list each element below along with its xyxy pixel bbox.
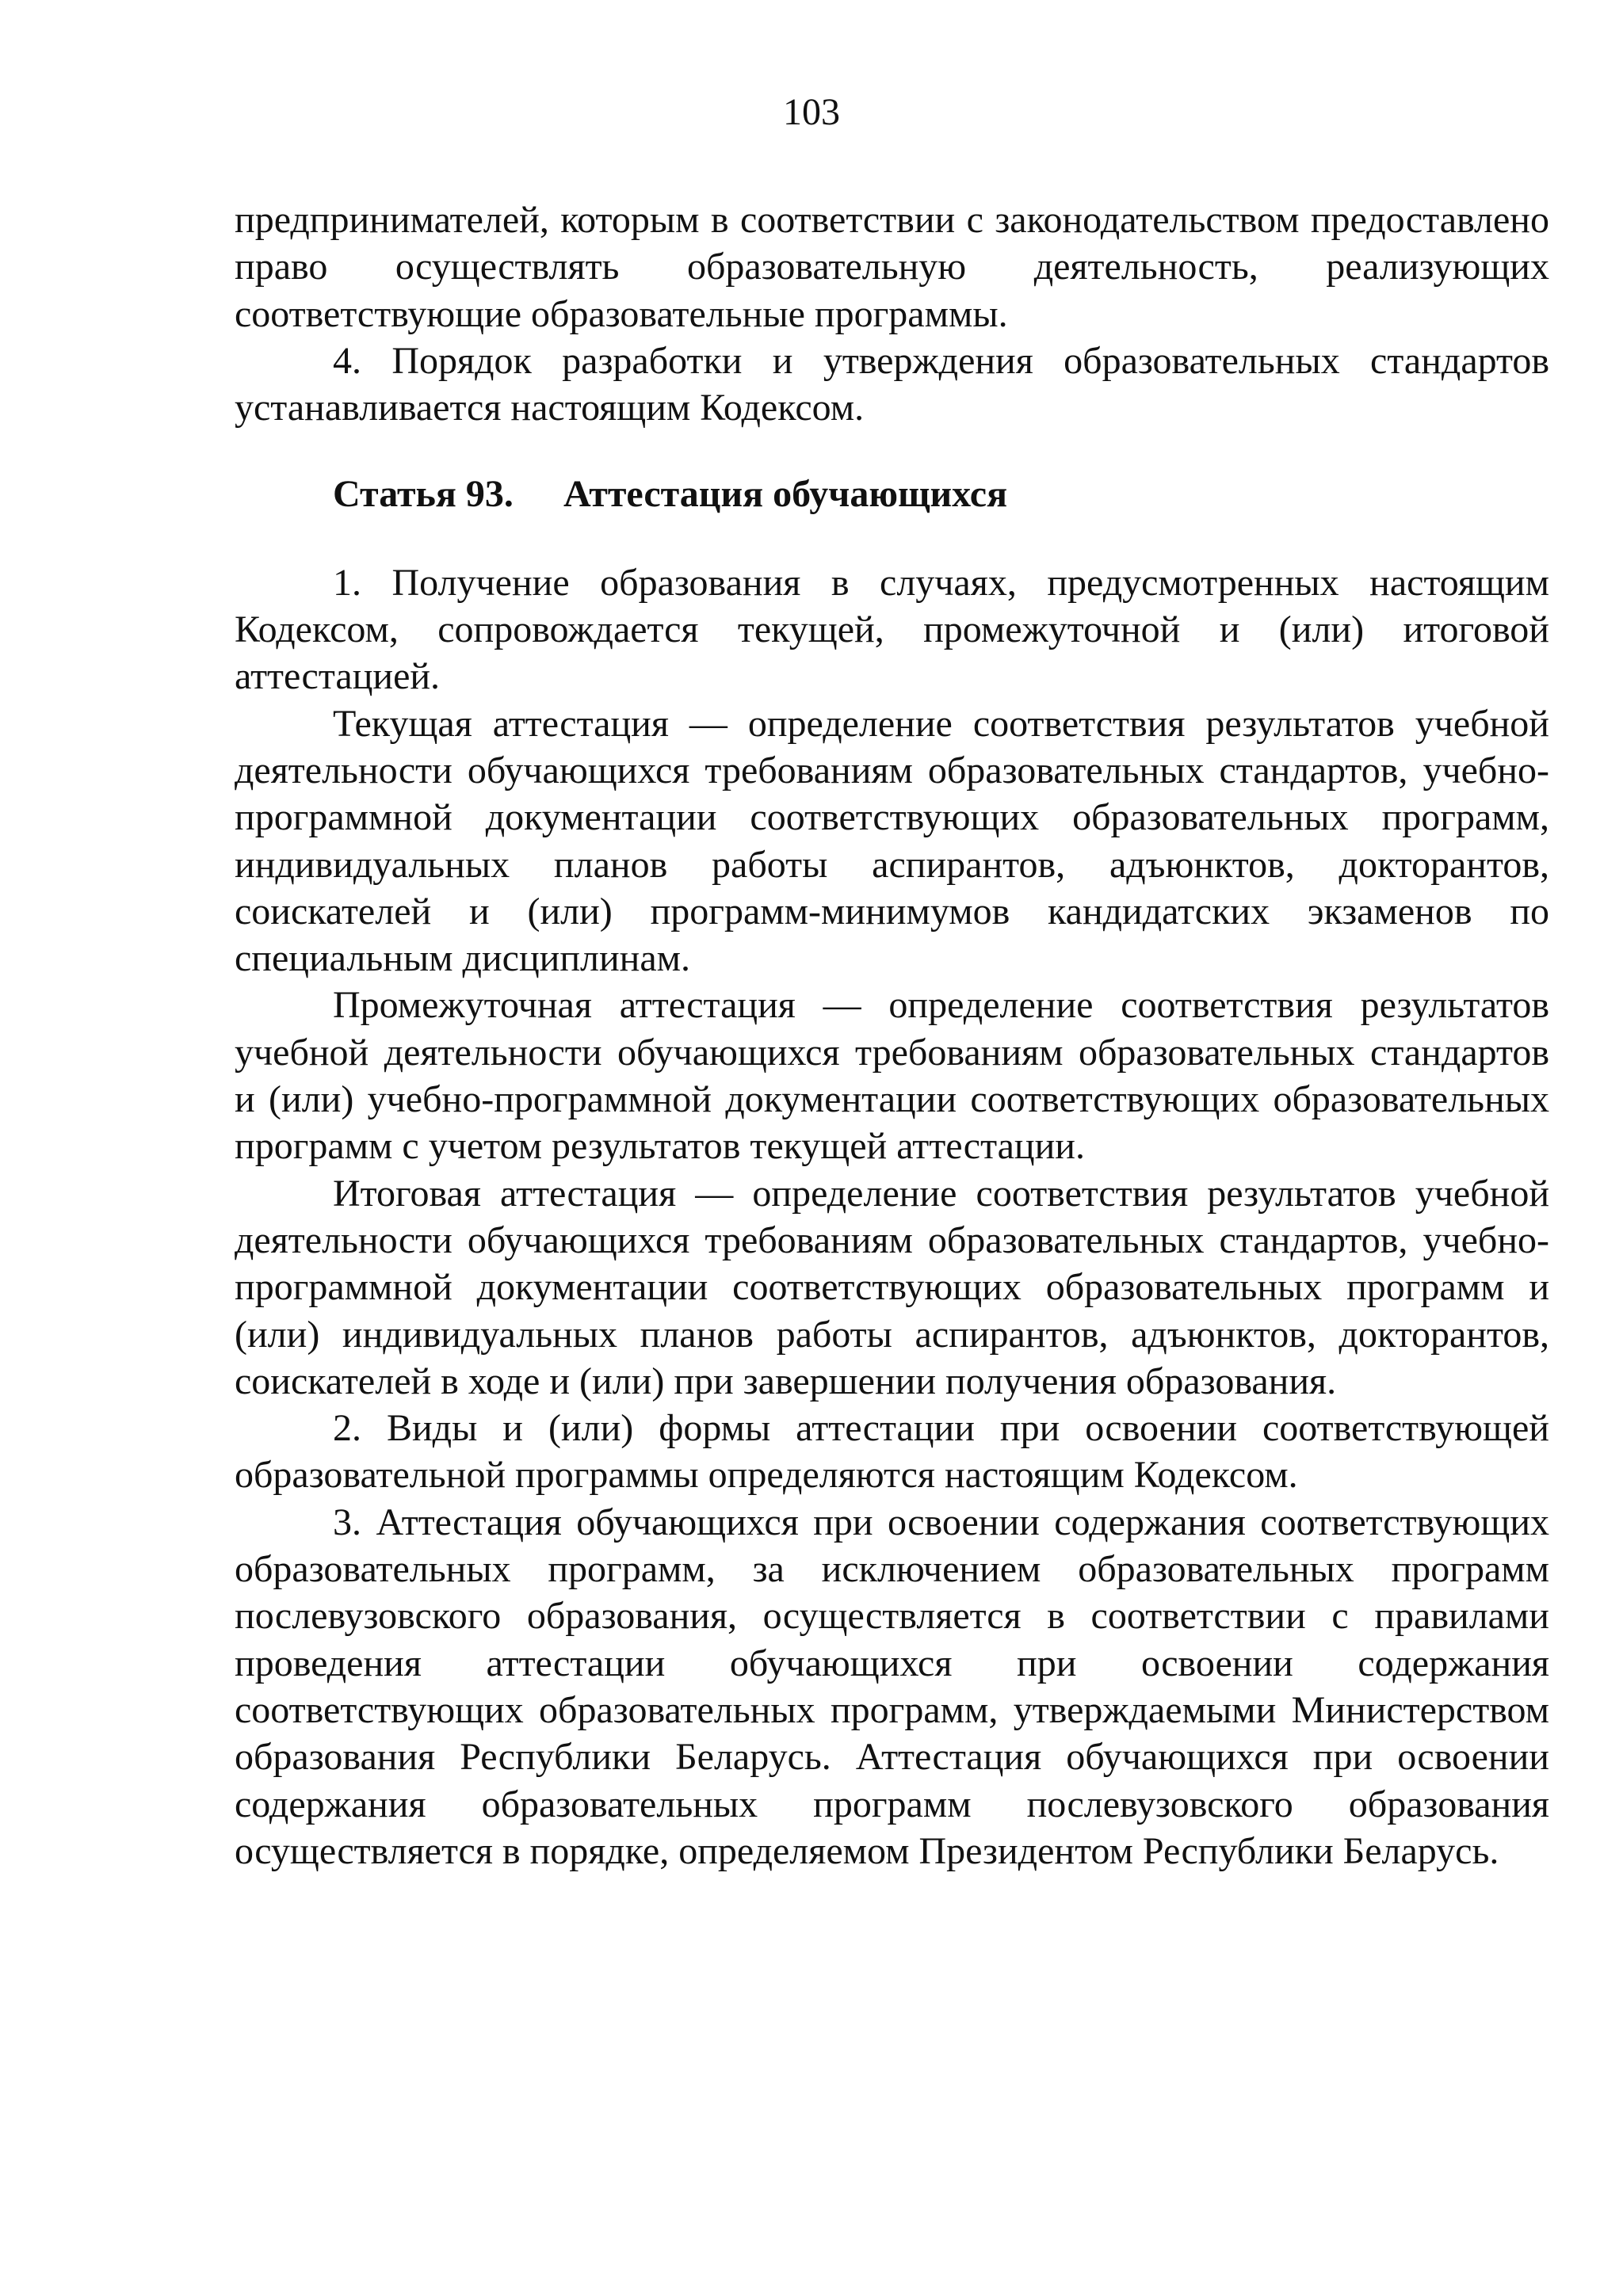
- paragraph-item-3: 3. Аттестация обучающихся при освоении содержания соответствующих образовательных программ, за исключением образовательных программ послевузовского образования, осуществляется в соответствии с правилами проведения аттестации обучающихся при освоении содержания соответствующих образовательных программ, утверждаемыми Министерством образования Республики Беларусь. Аттестация обучающихся при освоении содержания образовательных программ послевузовского образования осуществляется в порядке, определяемом Президентом Республики Беларусь.: [235, 1501, 1549, 1872]
- article-heading: [333, 471, 1549, 517]
- paragraph-intermediate-attestation: Промежуточная аттестация — определение соответствия результатов учебной деятельности обучающихся требованиям образовательных стандартов и (или) учебно-программной документации соответствующих образовательных программ с учетом результатов текущей аттестации.: [235, 984, 1549, 1168]
- article-number: Статья 93.: [333, 473, 514, 516]
- paragraph-continuation: предпринимателей, которым в соответствии с законодательством предоставлено право осуществлять образовательную деятельность, реализующих соответствующие образовательные программы.: [235, 199, 1549, 335]
- paragraph-item-2: 2. Виды и (или) формы аттестации при освоении соответствующей образовательной программы определяются настоящим Кодексом.: [235, 1407, 1549, 1497]
- paragraph-item-4: 4. Порядок разработки и утверждения образовательных стандартов устанавливается настоящим Кодексом.: [235, 339, 1549, 429]
- article-title: Аттестация обучающихся: [563, 473, 1008, 516]
- paragraph-item-1: 1. Получение образования в случаях, предусмотренных настоящим Кодексом, сопровождается текущей, промежуточной и (или) итоговой аттестацией.: [235, 561, 1549, 698]
- page-content: [235, 196, 1549, 1875]
- paragraph-current-attestation: Текущая аттестация — определение соответствия результатов учебной деятельности обучающихся требованиям образовательных стандартов, учебно-программной документации соответствующих образовательных программ, индивидуальных планов работы аспирантов, адъюнктов, докторантов, соискателей и (или) программ-минимумов кандидатских экзаменов по специальным дисциплинам.: [235, 702, 1549, 980]
- page-number: 103: [783, 91, 840, 133]
- paragraph-final-attestation: Итоговая аттестация — определение соответствия результатов учебной деятельности обучающихся требованиям образовательных стандартов, учебно-программной документации соответствующих образовательных программ и (или) индивидуальных планов работы аспирантов, адъюнктов, докторантов, соискателей в ходе и (или) при завершении получения образования.: [235, 1172, 1549, 1402]
